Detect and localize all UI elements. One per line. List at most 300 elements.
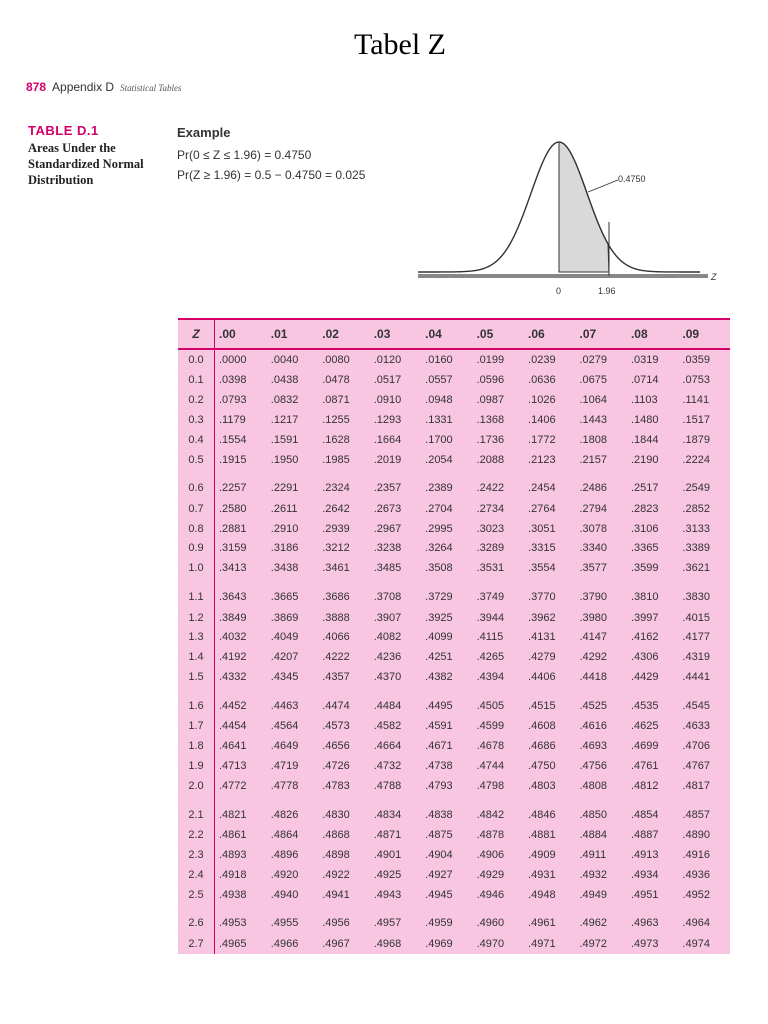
table-cell: .2580 [219, 502, 247, 515]
table-cell: .4918 [219, 868, 247, 881]
table-cell: .2291 [270, 482, 299, 495]
table-cell: .0871 [322, 393, 350, 406]
column-header: .05 [473, 319, 524, 349]
table-cell: .4177 [682, 631, 710, 644]
table-row [178, 558, 730, 578]
table-cell: .2486 [579, 482, 608, 495]
row-z-value: 1.3 [178, 627, 215, 647]
row-z-value: 0.2 [178, 390, 215, 410]
table-cell: .4370 [373, 671, 402, 684]
table-cell: .2357 [373, 482, 402, 495]
table-cell: .1368 [476, 413, 505, 426]
table-cell: .4744 [476, 760, 505, 773]
running-head [26, 80, 182, 94]
table-cell: .0636 [528, 374, 556, 386]
table-cell: .3461 [322, 562, 350, 575]
table-cell: .4970 [476, 938, 505, 950]
table-cell: .4927 [425, 868, 453, 881]
table-cell: .0319 [630, 354, 659, 367]
table-cell: .4972 [579, 938, 608, 950]
table-cell: .1985 [322, 453, 350, 466]
table-cell: .3907 [373, 611, 402, 624]
table-cell: .4772 [219, 780, 247, 792]
table-cell: .2157 [579, 453, 608, 466]
table-cell: .4830 [322, 808, 350, 821]
table-cell: .4960 [476, 917, 505, 930]
table-cell: .0596 [476, 374, 505, 386]
table-cell: .3599 [630, 562, 659, 575]
table-cell: .3238 [373, 542, 402, 555]
table-row [178, 716, 730, 736]
table-cell: .2704 [425, 502, 453, 515]
table-cell: .4963 [630, 917, 659, 930]
column-header: .07 [576, 319, 627, 349]
table-cell: .4962 [579, 917, 608, 930]
row-z-value: 0.5 [178, 450, 215, 470]
table-cell: .4495 [425, 699, 453, 712]
column-header: .06 [524, 319, 575, 349]
table-row [178, 845, 730, 865]
table-cell: .4920 [270, 868, 299, 881]
table-cell: .3389 [682, 542, 710, 555]
table-cell: .4591 [425, 720, 453, 733]
table-cell: .0948 [425, 393, 453, 406]
table-cell: .2454 [528, 482, 556, 495]
table-cell: .4864 [270, 829, 299, 842]
table-cell: .4878 [476, 829, 505, 842]
table-row [178, 519, 730, 539]
table-cell: .4699 [630, 740, 659, 753]
z-value-label: 1.96 [598, 286, 616, 296]
table-cell: .2673 [373, 502, 402, 515]
table-caption-line: Standardized Normal [28, 157, 144, 171]
table-cell: .4115 [476, 631, 504, 644]
table-cell: .1808 [579, 433, 608, 446]
table-cell: .1879 [682, 433, 710, 446]
table-cell: .3159 [219, 542, 247, 555]
table-cell: .4641 [219, 740, 247, 753]
table-cell: .0000 [219, 354, 247, 367]
table-cell: .4732 [373, 760, 402, 773]
table-cell: .4767 [682, 760, 710, 773]
row-z-value: 2.4 [178, 865, 215, 885]
row-z-value: 0.6 [178, 470, 215, 499]
column-header: .08 [627, 319, 678, 349]
column-header: .02 [318, 319, 369, 349]
table-cell: .4131 [528, 631, 556, 644]
table-cell: .4916 [682, 849, 710, 862]
table-cell: .4713 [219, 760, 247, 773]
table-cell: .3577 [579, 562, 608, 575]
table-cell: .4940 [270, 888, 299, 901]
table-cell: .3508 [425, 562, 453, 575]
table-cell: .1293 [373, 413, 402, 426]
table-cell: .4251 [425, 651, 453, 664]
table-cell: .1628 [322, 433, 350, 446]
table-row [178, 450, 730, 470]
row-z-value: 1.9 [178, 756, 215, 776]
table-cell: .3289 [476, 542, 505, 555]
table-cell: .4082 [373, 631, 402, 644]
table-cell: .4911 [579, 849, 607, 862]
table-cell: .1255 [322, 413, 350, 426]
table-cell: .4664 [373, 740, 402, 753]
table-cell: .4817 [682, 780, 710, 792]
table-cell: .4931 [528, 868, 556, 881]
table-cell: .4608 [528, 720, 556, 733]
table-cell: .3485 [373, 562, 402, 575]
row-z-value: 1.0 [178, 558, 215, 578]
column-header-z: Z [178, 319, 215, 349]
row-z-value: 1.8 [178, 736, 215, 756]
row-z-value: 0.1 [178, 370, 215, 390]
table-row [178, 608, 730, 628]
table-cell: .4929 [476, 868, 505, 881]
table-cell: .4429 [630, 671, 659, 684]
example-line: Pr(Z ≥ 1.96) = 0.5 − 0.4750 = 0.025 [177, 168, 366, 182]
table-cell: .0359 [682, 354, 710, 367]
row-z-value: 2.5 [178, 885, 215, 905]
table-cell: .4826 [270, 808, 299, 821]
table-cell: .3686 [322, 590, 350, 603]
table-number: TABLE D.1 [28, 123, 99, 138]
table-cell: .4015 [682, 611, 710, 624]
table-cell: .2123 [528, 453, 556, 466]
row-z-value: 1.5 [178, 667, 215, 687]
table-cell: .2422 [476, 482, 505, 495]
table-row [178, 667, 730, 687]
table-cell: .1064 [579, 393, 608, 406]
table-cell: .3365 [630, 542, 659, 555]
zero-label: 0 [556, 286, 562, 296]
table-cell: .4761 [630, 760, 659, 773]
table-cell: .1736 [476, 433, 505, 446]
table-row [178, 410, 730, 430]
row-z-value: 1.6 [178, 687, 215, 716]
row-z-value: 2.1 [178, 796, 215, 825]
table-cell: .2389 [425, 482, 453, 495]
table-cell: .3212 [322, 542, 350, 555]
table-cell: .2088 [476, 453, 505, 466]
table-cell: .4418 [579, 671, 608, 684]
table-cell: .4968 [373, 938, 402, 950]
table-cell: .0080 [322, 354, 350, 367]
table-cell: .4945 [425, 888, 453, 901]
table-cell: .4932 [579, 868, 608, 881]
table-cell: .4808 [579, 780, 608, 792]
table-cell: .4964 [682, 917, 710, 930]
table-cell: .3106 [630, 522, 659, 535]
table-cell: .1554 [219, 433, 247, 446]
table-cell: .0239 [528, 354, 556, 367]
table-cell: .3051 [528, 522, 556, 535]
table-cell: .3944 [476, 611, 505, 624]
table-cell: .4222 [322, 651, 350, 664]
row-z-value: 0.0 [178, 349, 215, 370]
table-cell: .4382 [425, 671, 453, 684]
table-cell: .2642 [322, 502, 350, 515]
table-cell: .4875 [425, 829, 453, 842]
row-z-value: 2.0 [178, 776, 215, 796]
table-cell: .3729 [425, 590, 453, 603]
table-cell: .1331 [425, 413, 453, 426]
table-cell: .3133 [682, 522, 710, 535]
table-cell: .0120 [373, 354, 402, 367]
table-cell: .4633 [682, 720, 710, 733]
table-cell: .4147 [579, 631, 608, 644]
table-cell: .4798 [476, 780, 505, 792]
table-cell: .4966 [270, 938, 299, 950]
table-cell: .0398 [219, 374, 247, 386]
example-heading: Example [177, 125, 231, 140]
table-cell: .3980 [579, 611, 608, 624]
table-cell: .4821 [219, 808, 247, 821]
table-cell: .4946 [476, 888, 505, 901]
table-cell: .1179 [219, 413, 246, 426]
table-caption [28, 140, 168, 188]
table-cell: .3997 [630, 611, 659, 624]
table-cell: .0279 [579, 354, 608, 367]
table-cell: .2054 [425, 453, 453, 466]
row-z-value: 1.7 [178, 716, 215, 736]
table-cell: .1406 [528, 413, 556, 426]
table-cell: .4953 [219, 917, 247, 930]
table-row [178, 776, 730, 796]
table-cell: .1915 [219, 453, 247, 466]
table-cell: .4573 [322, 720, 350, 733]
normal-curve-figure [418, 122, 728, 302]
table-row [178, 370, 730, 390]
column-header: .03 [370, 319, 421, 349]
table-cell: .4971 [528, 938, 556, 950]
table-caption-line: Areas Under the [28, 141, 116, 155]
table-row [178, 539, 730, 559]
table-cell: .2611 [270, 502, 298, 515]
table-cell: .4564 [270, 720, 299, 733]
table-cell: .4949 [579, 888, 608, 901]
table-row [178, 865, 730, 885]
table-cell: .1664 [373, 433, 402, 446]
table-cell: .4099 [425, 631, 453, 644]
table-cell: .0040 [270, 354, 299, 367]
table-cell: .0160 [425, 354, 453, 367]
table-cell: .3264 [425, 542, 453, 555]
table-cell: .4778 [270, 780, 299, 792]
table-cell: .4793 [425, 780, 453, 792]
column-header: .04 [421, 319, 472, 349]
table-cell: .4974 [682, 938, 710, 950]
table-cell: .4649 [270, 740, 299, 753]
example-block [177, 125, 365, 188]
table-cell: .4192 [219, 651, 247, 664]
table-cell: .4406 [528, 671, 556, 684]
table-cell: .0557 [425, 374, 453, 386]
table-cell: .4525 [579, 699, 608, 712]
table-row [178, 756, 730, 776]
table-cell: .0714 [630, 374, 659, 386]
table-cell: .1591 [270, 433, 299, 446]
header-row [178, 319, 730, 349]
table-row [178, 390, 730, 410]
table-cell: .4906 [476, 849, 505, 862]
table-cell: .4854 [630, 808, 659, 821]
table-cell: .1950 [270, 453, 299, 466]
table-cell: .4357 [322, 671, 350, 684]
table-cell: .4671 [425, 740, 453, 753]
table-cell: .3531 [476, 562, 505, 575]
table-cell: .2939 [322, 522, 350, 535]
row-z-value: 1.4 [178, 647, 215, 667]
table-cell: .4952 [682, 888, 710, 901]
table-cell: .1141 [682, 393, 710, 406]
table-cell: .3888 [322, 611, 350, 624]
table-cell: .4868 [322, 829, 350, 842]
table-row [178, 470, 730, 499]
table-cell: .3810 [630, 590, 659, 603]
table-label [28, 123, 168, 188]
table-cell: .4726 [322, 760, 350, 773]
table-cell: .3962 [528, 611, 556, 624]
table-cell: .3830 [682, 590, 710, 603]
table-cell: .0438 [270, 374, 299, 386]
table-cell: .2910 [270, 522, 299, 535]
row-z-value: 0.8 [178, 519, 215, 539]
table-row [178, 430, 730, 450]
table-row [178, 905, 730, 934]
example-line: Pr(0 ≤ Z ≤ 1.96) = 0.4750 [177, 148, 312, 162]
table-cell: .3708 [373, 590, 402, 603]
table-cell: .4938 [219, 888, 247, 901]
table-cell: .4582 [373, 720, 402, 733]
row-z-value: 2.2 [178, 825, 215, 845]
table-cell: .4394 [476, 671, 505, 684]
table-row [178, 687, 730, 716]
table-cell: .4319 [682, 651, 710, 664]
table-cell: .4909 [528, 849, 556, 862]
table-cell: .4957 [373, 917, 402, 930]
table-cell: .3023 [476, 522, 505, 535]
table-cell: .3186 [270, 542, 299, 555]
table-cell: .4505 [476, 699, 505, 712]
table-row [178, 796, 730, 825]
column-header: .09 [678, 319, 730, 349]
table-cell: .4545 [682, 699, 710, 712]
table-cell: .1844 [630, 433, 659, 446]
table-cell: .2852 [682, 502, 710, 515]
table-cell: .4463 [270, 699, 299, 712]
table-cell: .4955 [270, 917, 299, 930]
table-row [178, 349, 730, 370]
table-cell: .4719 [270, 760, 299, 773]
table-cell: .4961 [528, 917, 556, 930]
table-cell: .4861 [219, 829, 247, 842]
table-cell: .2257 [219, 482, 247, 495]
table-cell: .4941 [322, 888, 350, 901]
table-cell: .4838 [425, 808, 453, 821]
table-cell: .4881 [528, 829, 556, 842]
table-cell: .4332 [219, 671, 247, 684]
table-cell: .3643 [219, 590, 247, 603]
table-cell: .4738 [425, 760, 453, 773]
table-cell: .2967 [373, 522, 402, 535]
table-cell: .2764 [528, 502, 556, 515]
table-cell: .4850 [579, 808, 608, 821]
row-z-value: 0.4 [178, 430, 215, 450]
row-z-value: 1.2 [178, 608, 215, 628]
table-cell: .4452 [219, 699, 247, 712]
table-cell: .3315 [528, 542, 556, 555]
table-cell: .4901 [373, 849, 402, 862]
table-cell: .3665 [270, 590, 299, 603]
table-cell: .2549 [682, 482, 710, 495]
table-cell: .4265 [476, 651, 505, 664]
table-cell: .4678 [476, 740, 505, 753]
row-z-value: 0.7 [178, 499, 215, 519]
table-cell: .4948 [528, 888, 556, 901]
table-row [178, 627, 730, 647]
table-cell: .1517 [682, 413, 710, 426]
table-cell: .4842 [476, 808, 505, 821]
table-cell: .1772 [528, 433, 556, 446]
table-cell: .0753 [682, 374, 710, 386]
table-cell: .4686 [528, 740, 556, 753]
table-cell: .4706 [682, 740, 710, 753]
table-cell: .2190 [630, 453, 659, 466]
table-cell: .3749 [476, 590, 505, 603]
table-cell: .1480 [630, 413, 659, 426]
table-cell: .3078 [579, 522, 608, 535]
table-cell: .1103 [630, 393, 658, 406]
table-cell: .4292 [579, 651, 608, 664]
row-z-value: 0.3 [178, 410, 215, 430]
table-cell: .4049 [270, 631, 299, 644]
table-cell: .4967 [322, 938, 350, 950]
table-cell: .3790 [579, 590, 608, 603]
table-cell: .4834 [373, 808, 402, 821]
z-table-body [178, 349, 730, 954]
table-cell: .4887 [630, 829, 659, 842]
table-cell: .4934 [630, 868, 659, 881]
table-cell: .2324 [322, 482, 350, 495]
table-cell: .4788 [373, 780, 402, 792]
table-cell: .2019 [373, 453, 402, 466]
table-cell: .4922 [322, 868, 350, 881]
table-cell: .1217 [270, 413, 299, 426]
z-table [178, 318, 730, 954]
table-cell: .0793 [219, 393, 247, 406]
table-cell: .4803 [528, 780, 556, 792]
column-header: .01 [267, 319, 318, 349]
table-cell: .4693 [579, 740, 608, 753]
table-cell: .4890 [682, 829, 710, 842]
table-cell: .3438 [270, 562, 299, 575]
table-cell: .0832 [270, 393, 299, 406]
page-number: 878 [26, 80, 47, 94]
table-cell: .4515 [528, 699, 556, 712]
table-cell: .4306 [630, 651, 659, 664]
table-cell: .4484 [373, 699, 402, 712]
shaded-area [559, 142, 609, 272]
table-cell: .4535 [630, 699, 659, 712]
table-cell: .2794 [579, 502, 608, 515]
table-cell: .3849 [219, 611, 247, 624]
table-row [178, 885, 730, 905]
table-cell: .2995 [425, 522, 453, 535]
table-cell: .4656 [322, 740, 350, 753]
table-cell: .1443 [579, 413, 608, 426]
table-cell: .3554 [528, 562, 556, 575]
table-cell: .4871 [373, 829, 402, 842]
